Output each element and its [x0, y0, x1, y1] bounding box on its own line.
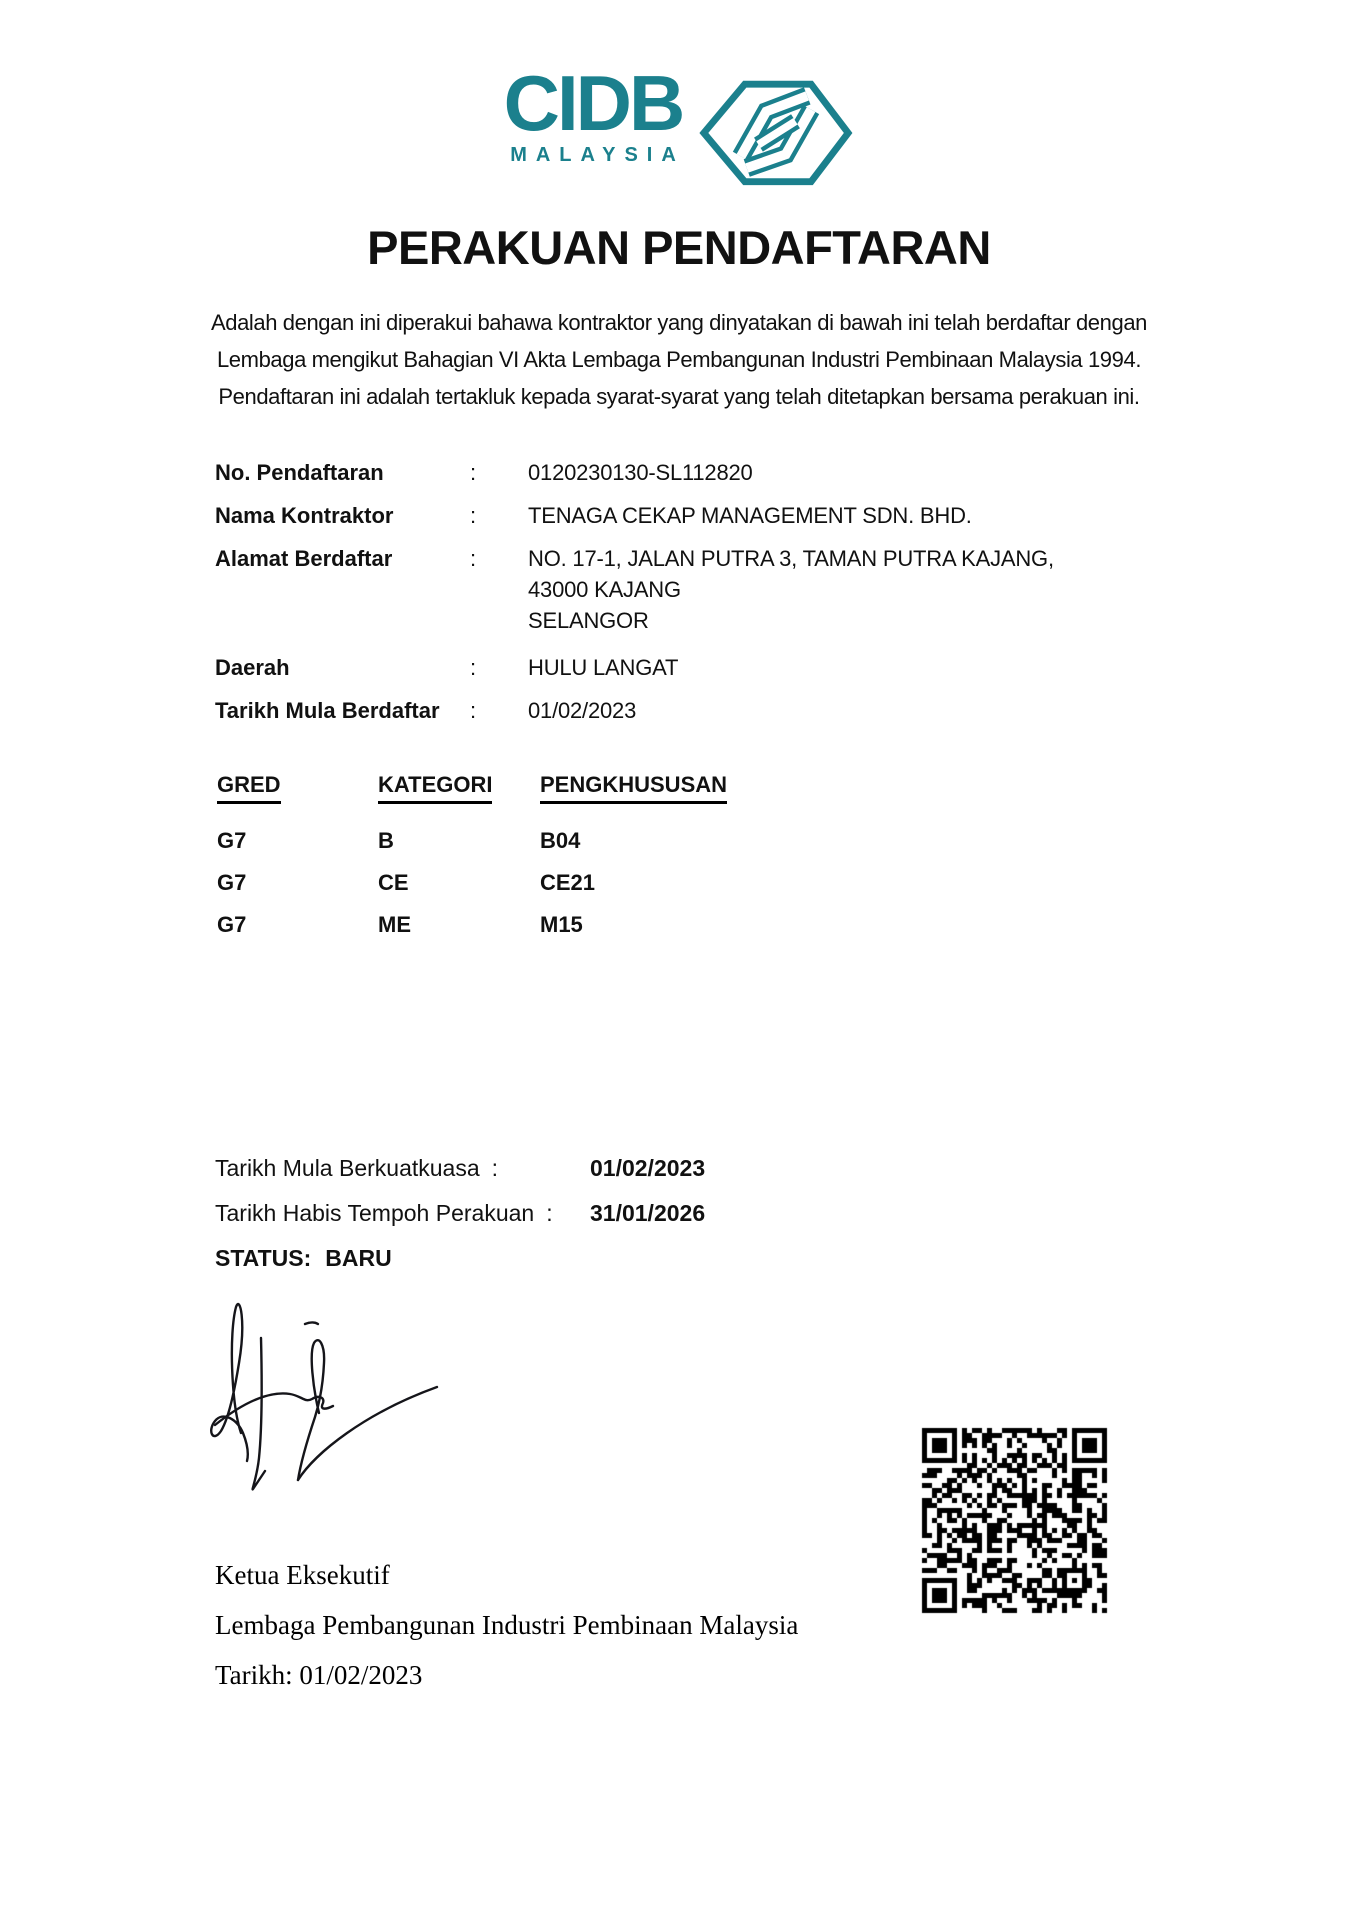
cell-gred: G7	[217, 912, 247, 937]
verification-qr-code	[915, 1421, 1115, 1621]
field-label-nama-kontraktor: Nama Kontraktor	[215, 503, 394, 528]
footer-block	[215, 1560, 798, 1691]
field-label-no-pendaftaran: No. Pendaftaran	[215, 460, 384, 485]
colon-separator: :	[470, 546, 477, 571]
grades-row	[217, 912, 727, 938]
value-tarikh-habis-tempoh: 31/01/2026	[590, 1200, 706, 1226]
field-value-daerah: HULU LANGAT	[528, 655, 679, 680]
issue-date: Tarikh: 01/02/2023	[215, 1660, 423, 1690]
field-row-nama-kontraktor	[215, 503, 1215, 529]
field-value-alamat-berdaftar	[528, 546, 1215, 639]
field-value-tarikh-mula-berdaftar: 01/02/2023	[528, 698, 637, 723]
organization-name: Lembaga Pembangunan Industri Pembinaan Malaysia	[215, 1610, 799, 1640]
colon-separator: :	[491, 1155, 499, 1181]
colon-separator: :	[546, 1200, 553, 1226]
header-gred: GRED	[217, 772, 281, 804]
row-status	[215, 1245, 1115, 1272]
grades-header-row	[217, 772, 727, 804]
status-label: STATUS:	[215, 1245, 312, 1271]
field-row-alamat-berdaftar	[215, 546, 1215, 639]
intro-paragraph	[0, 304, 1358, 415]
intro-line-2: Lembaga mengikut Bahagian VI Akta Lembaga Pembangunan Industri Pembinaan Malaysia 1994.	[216, 347, 1142, 372]
cidb-hexagon-h-icon	[698, 72, 854, 190]
cell-kategori: CE	[378, 870, 409, 895]
value-tarikh-mula-berkuatkuasa: 01/02/2023	[590, 1155, 706, 1181]
header-kategori: KATEGORI	[378, 772, 492, 804]
address-line-1: NO. 17-1, JALAN PUTRA 3, TAMAN PUTRA KAJANG,	[528, 546, 1054, 571]
colon-separator: :	[470, 460, 477, 485]
field-row-no-pendaftaran	[215, 460, 1215, 486]
cell-gred: G7	[217, 828, 247, 853]
colon-separator: :	[470, 698, 477, 723]
colon-separator: :	[470, 655, 477, 680]
colon-separator: :	[470, 503, 477, 528]
field-label-tarikh-mula-berdaftar: Tarikh Mula Berdaftar	[215, 698, 440, 723]
address-line-3: SELANGOR	[528, 608, 649, 633]
signatory-title: Ketua Eksekutif	[215, 1560, 390, 1590]
certificate-title: PERAKUAN PENDAFTARAN	[367, 221, 991, 274]
status-value: BARU	[325, 1245, 392, 1271]
grades-row	[217, 870, 727, 896]
field-value-nama-kontraktor: TENAGA CEKAP MANAGEMENT SDN. BHD.	[528, 503, 972, 528]
intro-line-1: Adalah dengan ini diperakui bahawa kontraktor yang dinyatakan di bawah ini telah berdaftar dengan	[210, 310, 1147, 335]
grades-row	[217, 828, 727, 854]
cell-gred: G7	[217, 870, 247, 895]
label-tarikh-mula-berkuatkuasa: Tarikh Mula Berkuatkuasa	[215, 1155, 480, 1181]
cidb-malaysia-text: MALAYSIA	[510, 144, 685, 166]
cidb-logo	[0, 59, 1358, 190]
cell-kategori: B	[378, 828, 394, 853]
header-pengkhususan: PENGKHUSUSAN	[540, 772, 727, 804]
cidb-wordmark	[503, 59, 685, 167]
field-label-daerah: Daerah	[215, 655, 290, 680]
cell-kategori: ME	[378, 912, 411, 937]
cell-pengkhususan: M15	[540, 912, 583, 937]
row-tarikh-mula-berkuatkuasa	[215, 1155, 1115, 1182]
address-line-2: 43000 KAJANG	[528, 577, 681, 602]
field-row-tarikh-mula-berdaftar	[215, 698, 1215, 724]
grades-table	[217, 772, 727, 938]
field-label-alamat-berdaftar: Alamat Berdaftar	[215, 546, 393, 571]
field-row-daerah	[215, 655, 1215, 681]
registration-fields	[215, 460, 1215, 724]
cell-pengkhususan: CE21	[540, 870, 596, 895]
intro-line-3: Pendaftaran ini adalah tertakluk kepada syarat-syarat yang telah ditetapkan bersama perakuan ini.	[218, 384, 1140, 409]
label-tarikh-habis-tempoh: Tarikh Habis Tempoh Perakuan	[215, 1200, 535, 1226]
row-tarikh-habis-tempoh	[215, 1200, 1115, 1227]
cell-pengkhususan: B04	[540, 828, 581, 853]
field-value-no-pendaftaran: 0120230130-SL112820	[528, 460, 753, 485]
handwritten-signature	[205, 1293, 457, 1500]
validity-block	[215, 1155, 1115, 1272]
cidb-brand-text: CIDB	[503, 59, 683, 147]
